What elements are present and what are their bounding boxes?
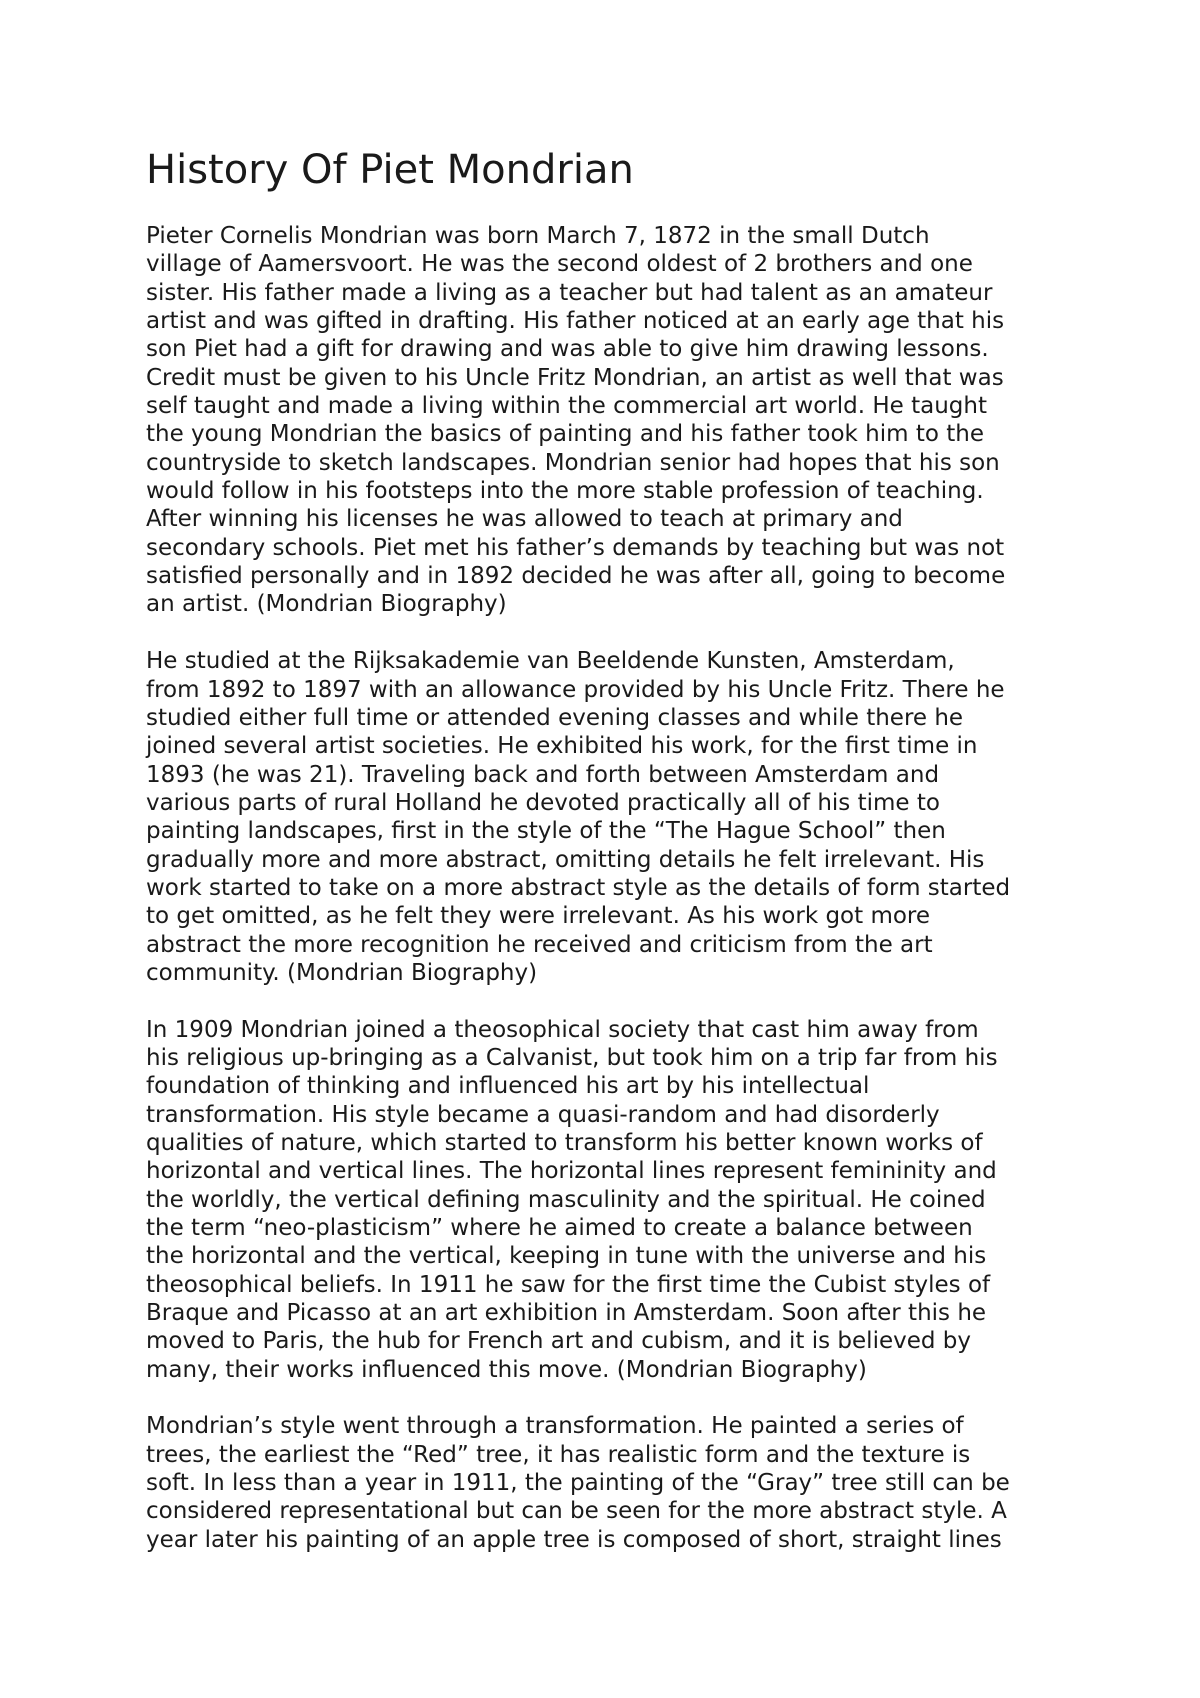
text-line: He studied at the Rijksakademie van Beeldende Kunsten, Amsterdam, [146,648,955,675]
text-line: the young Mondrian the basics of painting and his father took him to the [146,421,984,448]
text-line: gradually more and more abstract, omitting details he felt irrelevant. His [146,846,985,873]
text-line: joined several artist societies. He exhibited his work, for the first time in [146,733,978,760]
text-line: Braque and Picasso at an art exhibition in Amsterdam. Soon after this he [146,1300,987,1327]
text-line: abstract the more recognition he received and criticism from the art [146,931,933,958]
text-line: would follow in his footsteps into the more stable profession of teaching. [146,478,984,505]
text-line: In 1909 Mondrian joined a theosophical society that cast him away from [146,1016,979,1043]
text-line: Pieter Cornelis Mondrian was born March 7, 1872 in the small Dutch [146,223,930,249]
text-line: his religious up-bringing as a Calvanist, but took him on a trip far from his [146,1044,998,1071]
text-line: year later his painting of an apple tree is composed of short, straight lines [146,1526,1002,1553]
text-line: self taught and made a living within the commercial art world. He taught [146,393,988,420]
text-line: After winning his licenses he was allowed to teach at primary and [146,506,903,533]
text-line: considered representational but can be seen for the more abstract style. A [146,1498,1007,1525]
paragraphs-container [146,222,1071,1554]
text-line: foundation of thinking and influenced his art by his intellectual [146,1073,870,1100]
text-line: village of Aamersvoort. He was the second oldest of 2 brothers and one [146,251,973,278]
text-line: theosophical beliefs. In 1911 he saw for the first time the Cubist styles of [146,1271,991,1298]
text-line: to get omitted, as he felt they were irrelevant. As his work got more [146,903,931,930]
text-line: the horizontal and the vertical, keeping in tune with the universe and his [146,1243,987,1270]
text-line: secondary schools. Piet met his father’s demands by teaching but was not [146,534,1005,561]
text-line: qualities of nature, which started to transform his better known works of [146,1130,983,1156]
text-line: moved to Paris, the hub for French art and cubism, and it is believed by [146,1328,971,1355]
text-line: Mondrian’s style went through a transformation. He painted a series of [146,1413,964,1440]
text-line: 1893 (he was 21). Traveling back and forth between Amsterdam and [146,761,940,788]
text-line: an artist. (Mondrian Biography) [146,591,507,618]
text-line: satisfied personally and in 1892 decided he was after all, going to become [146,563,1006,590]
paragraph [146,1016,1071,1384]
text-line: horizontal and vertical lines. The horizontal lines represent femininity and [146,1158,997,1185]
document-body [146,146,1071,1583]
text-line: sister. His father made a living as a teacher but had talent as an amateur [146,279,993,306]
page-title: History Of Piet Mondrian [146,147,634,193]
text-line: painting landscapes, first in the style of the “The Hague School” then [146,818,946,845]
text-line: the term “neo-plasticism” where he aimed to create a balance between [146,1215,973,1242]
text-line: the worldly, the vertical defining masculinity and the spiritual. He coined [146,1186,986,1213]
text-line: son Piet had a gift for drawing and was able to give him drawing lessons. [146,336,989,363]
text-line: from 1892 to 1897 with an allowance provided by his Uncle Fritz. There he [146,676,1005,703]
text-line: countryside to sketch landscapes. Mondrian senior had hopes that his son [146,449,1000,476]
text-line: trees, the earliest the “Red” tree, it has realistic form and the texture is [146,1441,971,1468]
text-line: work started to take on a more abstract style as the details of form started [146,874,1011,901]
text-line: soft. In less than a year in 1911, the painting of the “Gray” tree still can be [146,1470,1010,1497]
text-line: artist and was gifted in drafting. His father noticed at an early age that his [146,308,1005,335]
paragraph [146,647,1071,987]
text-line: transformation. His style became a quasi-random and had disorderly [146,1101,940,1128]
text-line: various parts of rural Holland he devoted practically all of his time to [146,789,940,816]
paragraph [146,222,1071,619]
text-line: community. (Mondrian Biography) [146,959,538,986]
text-line: studied either full time or attended evening classes and while there he [146,704,964,731]
paragraph [146,1412,1071,1554]
text-line: many, their works influenced this move. (Mondrian Biography) [146,1356,867,1383]
text-line: Credit must be given to his Uncle Fritz Mondrian, an artist as well that was [146,364,1004,391]
